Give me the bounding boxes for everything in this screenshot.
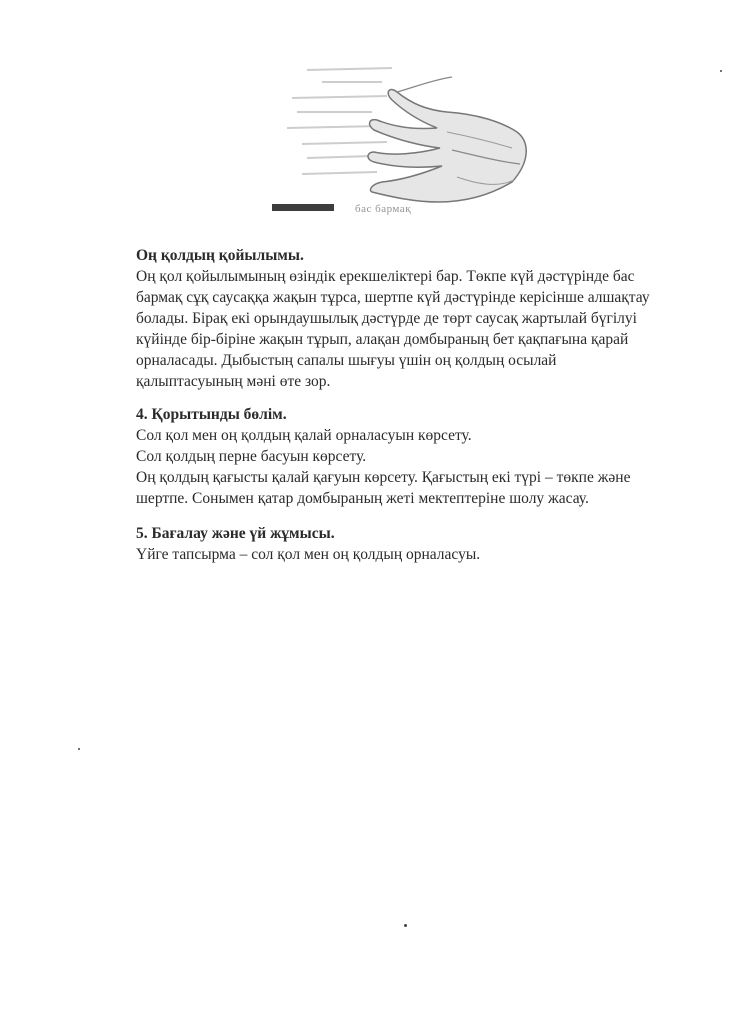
scan-speck	[78, 748, 80, 750]
conclusion-line-3: Оң қолдың қағысты қалай қағуын көрсету. Қағыстың екі түрі – төкпе және шертпе. Сонымен қатар домбыраның жеті мектептеріне шолу жасау.	[136, 469, 631, 507]
conclusion-line-1: Сол қол мен оң қолдың қалай орналасуын көрсету.	[136, 427, 472, 444]
section-right-hand	[136, 245, 666, 392]
section-body-right-hand: Оң қол қойылымының өзіндік ерекшеліктері бар. Төкпе күй дәстүрінде бас бармақ сұқ саусаққа жақын тұрса, шертпе күй дәстүрінде керісінше алшақтау болады. Бірақ екі орындаушылық дәстүрде де төрт саусақ жартылай бүгілуі күйінде бір-біріне жақын тұрып, алақан домбыраның бет қақпағына қарай орналасады. Дыбыстың сапалы шығуы үшін оң қолдың осылай қалыптасуының мәні өте зор.	[136, 268, 650, 390]
section-conclusion	[136, 404, 666, 509]
section-heading-right-hand: Оң қолдың қойылымы.	[136, 247, 304, 264]
conclusion-line-2: Сол қолдың перне басуын көрсету.	[136, 448, 367, 465]
section-heading-homework: 5. Бағалау және үй жұмысы.	[136, 525, 335, 542]
hand-illustration	[262, 52, 530, 222]
homework-body: Үйге тапсырма – сол қол мен оң қолдың орналасуы.	[136, 546, 481, 563]
section-heading-conclusion: 4. Қорытынды бөлім.	[136, 406, 287, 423]
figure-label-bar	[272, 204, 334, 211]
figure-caption: бас бармақ	[355, 203, 412, 215]
scan-speck	[720, 70, 722, 72]
section-homework	[136, 523, 666, 565]
scan-speck	[404, 924, 407, 927]
